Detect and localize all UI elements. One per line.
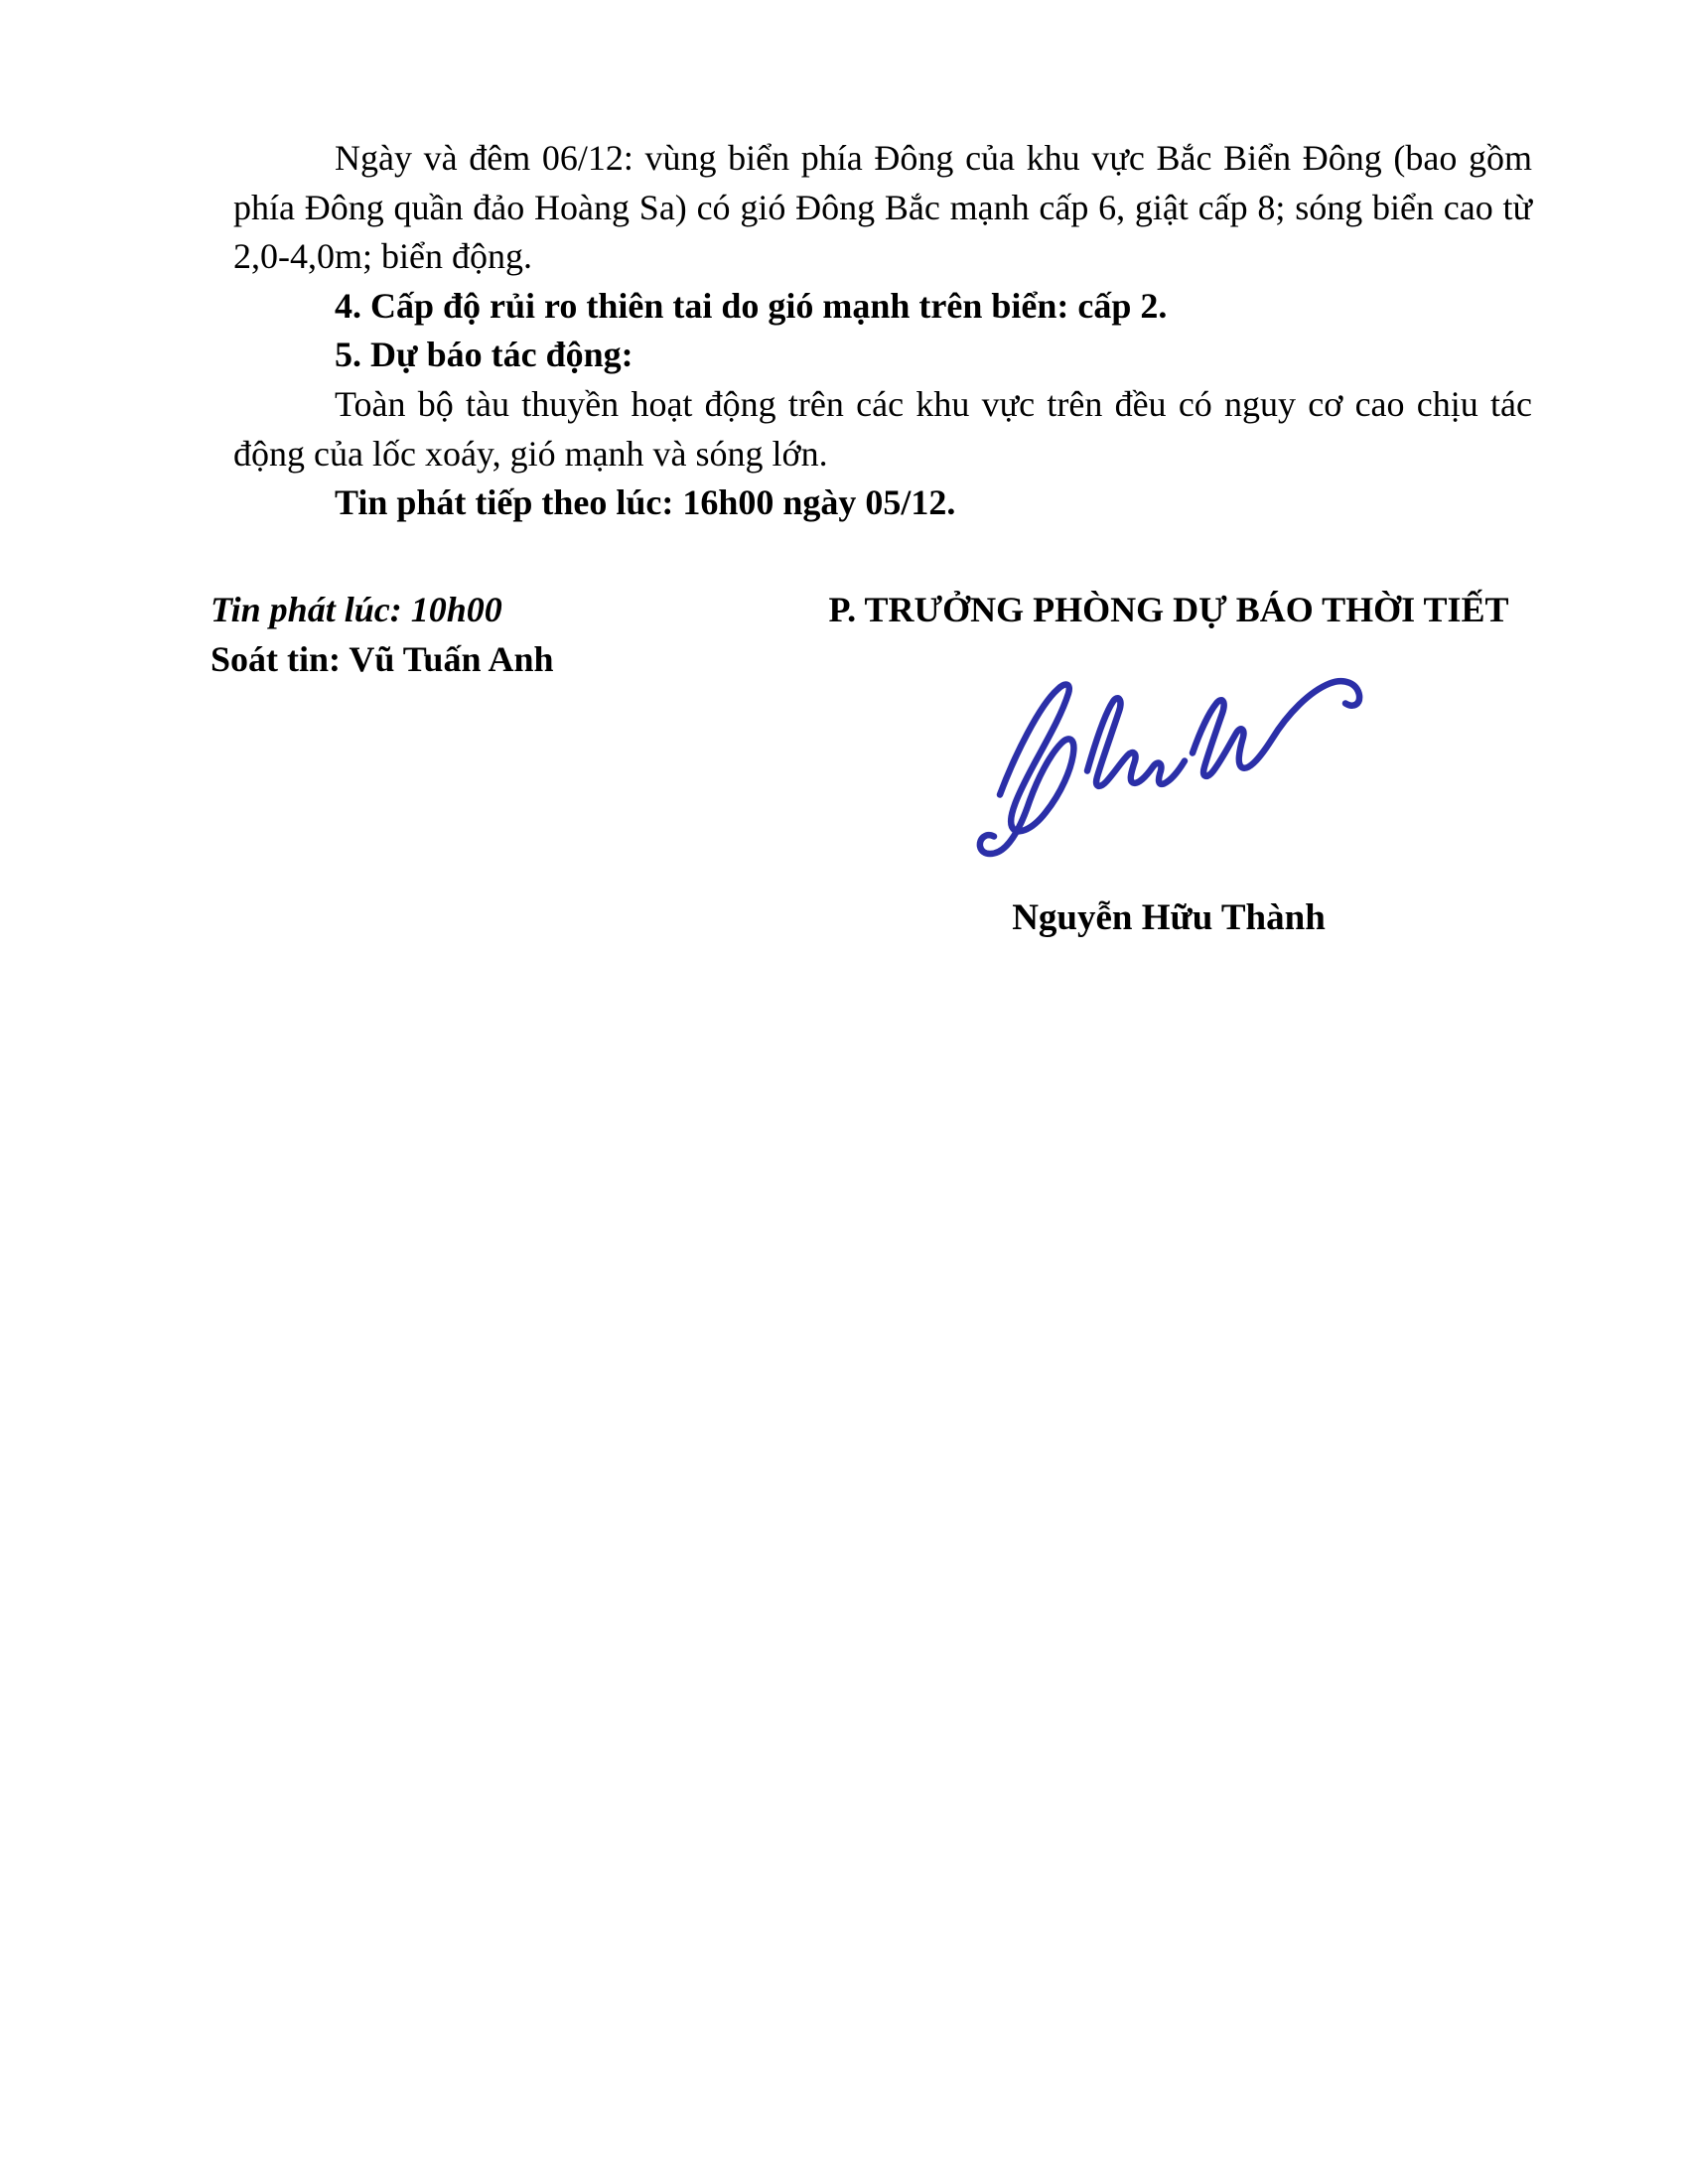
forecast-body [233,134,1532,528]
impact-paragraph-line: động của lốc xoáy, gió mạnh và sóng lớn. [233,433,828,474]
sea-forecast-line: 2,0-4,0m; biển động. [233,236,532,277]
sea-forecast-line: Ngày và đêm 06/12: vùng biển phía Đông của khu vực Bắc Biển Đông (bao gồm [335,138,1532,178]
signer-name: Nguyễn Hữu Thành [1012,897,1326,938]
impact-paragraph-line: Toàn bộ tàu thuyền hoạt động trên các khu vực trên đều có nguy cơ cao chịu tác [335,383,1532,424]
sea-forecast-line: phía Đông quần đảo Hoàng Sa) có gió Đông Bắc mạnh cấp 6, giật cấp 8; sóng biển cao từ [233,187,1532,227]
signer-title: P. TRƯỞNG PHÒNG DỰ BÁO THỜI TIẾT [828,590,1509,629]
signature-image [970,673,1367,867]
signature-strokes [980,681,1359,854]
proofreader-line: Soát tin: Vũ Tuấn Anh [211,638,554,679]
next-bulletin-time: Tin phát tiếp theo lúc: 16h00 ngày 05/12. [335,482,956,523]
risk-level-heading: 4. Cấp độ rủi ro thiên tai do gió mạnh trên biển: cấp 2. [335,285,1168,326]
issue-time-line: Tin phát lúc: 10h00 [211,590,502,629]
issue-info [211,586,554,684]
impact-forecast-heading: 5. Dự báo tác động: [335,335,633,375]
